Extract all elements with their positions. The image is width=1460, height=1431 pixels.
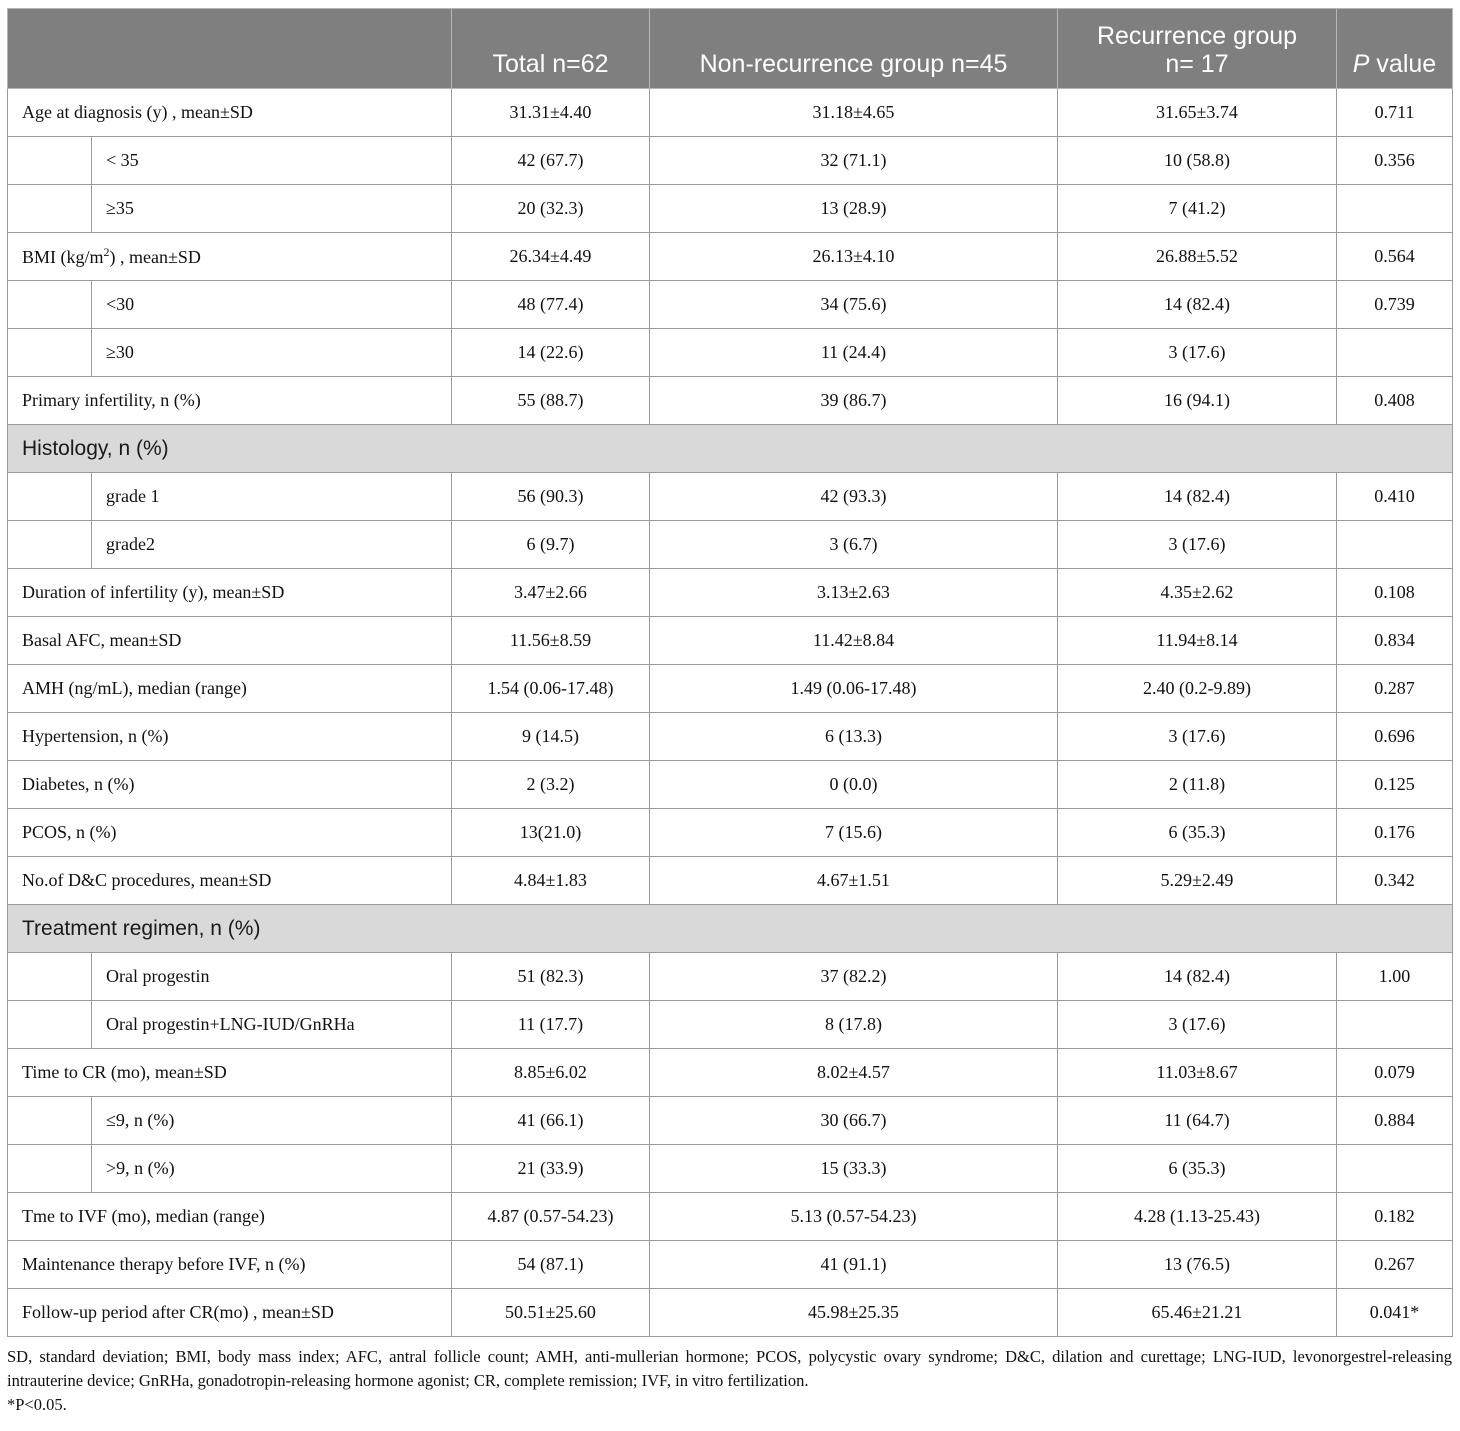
cell-total: 48 (77.4) xyxy=(452,281,650,329)
table-row xyxy=(8,857,1453,905)
cell-p-value: 0.176 xyxy=(1337,809,1453,857)
cell-recurrence: 11 (64.7) xyxy=(1058,1097,1337,1145)
cell-total: 21 (33.9) xyxy=(452,1145,650,1193)
cell-p-value: 0.356 xyxy=(1337,137,1453,185)
cell-recurrence: 14 (82.4) xyxy=(1058,473,1337,521)
indent-cell xyxy=(8,473,92,521)
cell-p-value: 0.739 xyxy=(1337,281,1453,329)
cell-recurrence: 2 (11.8) xyxy=(1058,761,1337,809)
cell-non-recurrence: 42 (93.3) xyxy=(650,473,1058,521)
cell-p-value: 0.182 xyxy=(1337,1193,1453,1241)
cell-p-value: 0.079 xyxy=(1337,1049,1453,1097)
header-recurrence-line2: n= 17 xyxy=(1165,50,1229,78)
indent-cell xyxy=(8,329,92,377)
table-row xyxy=(8,377,1453,425)
cell-recurrence: 10 (58.8) xyxy=(1058,137,1337,185)
row-label: Basal AFC, mean±SD xyxy=(8,617,452,665)
cell-recurrence: 5.29±2.49 xyxy=(1058,857,1337,905)
cell-total: 9 (14.5) xyxy=(452,713,650,761)
cell-total: 8.85±6.02 xyxy=(452,1049,650,1097)
row-label: Age at diagnosis (y) , mean±SD xyxy=(8,89,452,137)
cell-total: 4.84±1.83 xyxy=(452,857,650,905)
cell-p-value: 0.267 xyxy=(1337,1241,1453,1289)
row-label: AMH (ng/mL), median (range) xyxy=(8,665,452,713)
row-label: Hypertension, n (%) xyxy=(8,713,452,761)
cell-p-value: 0.408 xyxy=(1337,377,1453,425)
cell-total: 51 (82.3) xyxy=(452,953,650,1001)
row-label: Primary infertility, n (%) xyxy=(8,377,452,425)
cell-recurrence: 3 (17.6) xyxy=(1058,329,1337,377)
table-row xyxy=(8,953,1453,1001)
header-non-recurrence: Non-recurrence group n=45 xyxy=(650,9,1058,89)
cell-non-recurrence: 6 (13.3) xyxy=(650,713,1058,761)
cell-p-value: 1.00 xyxy=(1337,953,1453,1001)
table-row xyxy=(8,1145,1453,1193)
row-label xyxy=(8,233,452,281)
cell-recurrence: 2.40 (0.2-9.89) xyxy=(1058,665,1337,713)
baseline-characteristics-table xyxy=(7,8,1453,1337)
cell-p-value xyxy=(1337,185,1453,233)
cell-p-value: 0.041* xyxy=(1337,1289,1453,1337)
cell-total: 13(21.0) xyxy=(452,809,650,857)
section-label: Treatment regimen, n (%) xyxy=(8,905,1453,953)
cell-recurrence: 3 (17.6) xyxy=(1058,1001,1337,1049)
cell-recurrence: 11.03±8.67 xyxy=(1058,1049,1337,1097)
indent-cell xyxy=(8,185,92,233)
cell-total: 14 (22.6) xyxy=(452,329,650,377)
cell-recurrence: 31.65±3.74 xyxy=(1058,89,1337,137)
row-label: Maintenance therapy before IVF, n (%) xyxy=(8,1241,452,1289)
row-label: Follow-up period after CR(mo) , mean±SD xyxy=(8,1289,452,1337)
cell-total: 20 (32.3) xyxy=(452,185,650,233)
row-sublabel: >9, n (%) xyxy=(92,1145,452,1193)
cell-non-recurrence: 30 (66.7) xyxy=(650,1097,1058,1145)
cell-non-recurrence: 41 (91.1) xyxy=(650,1241,1058,1289)
table-row xyxy=(8,665,1453,713)
row-label: Time to CR (mo), mean±SD xyxy=(8,1049,452,1097)
cell-non-recurrence: 39 (86.7) xyxy=(650,377,1058,425)
table-row xyxy=(8,809,1453,857)
table-row xyxy=(8,1049,1453,1097)
cell-p-value: 0.564 xyxy=(1337,233,1453,281)
cell-p-value: 0.287 xyxy=(1337,665,1453,713)
row-sublabel: ≤9, n (%) xyxy=(92,1097,452,1145)
row-label-post: ) , mean±SD xyxy=(109,247,201,267)
cell-total: 42 (67.7) xyxy=(452,137,650,185)
indent-cell xyxy=(8,953,92,1001)
table-row xyxy=(8,137,1453,185)
cell-total: 26.34±4.49 xyxy=(452,233,650,281)
cell-total: 55 (88.7) xyxy=(452,377,650,425)
indent-cell xyxy=(8,281,92,329)
section-label: Histology, n (%) xyxy=(8,425,1453,473)
cell-non-recurrence: 7 (15.6) xyxy=(650,809,1058,857)
table-container xyxy=(7,8,1452,1417)
row-sublabel: <30 xyxy=(92,281,452,329)
row-label: Diabetes, n (%) xyxy=(8,761,452,809)
row-label-pre: BMI (kg/m xyxy=(22,247,104,267)
cell-total: 6 (9.7) xyxy=(452,521,650,569)
cell-p-value xyxy=(1337,329,1453,377)
cell-total: 54 (87.1) xyxy=(452,1241,650,1289)
cell-recurrence: 6 (35.3) xyxy=(1058,809,1337,857)
table-row xyxy=(8,185,1453,233)
table-body xyxy=(8,89,1453,1337)
cell-total: 50.51±25.60 xyxy=(452,1289,650,1337)
cell-non-recurrence: 26.13±4.10 xyxy=(650,233,1058,281)
section-header-row xyxy=(8,425,1453,473)
cell-total: 3.47±2.66 xyxy=(452,569,650,617)
header-total: Total n=62 xyxy=(452,9,650,89)
header-recurrence xyxy=(1058,9,1337,89)
cell-total: 41 (66.1) xyxy=(452,1097,650,1145)
cell-recurrence: 6 (35.3) xyxy=(1058,1145,1337,1193)
indent-cell xyxy=(8,1145,92,1193)
table-row xyxy=(8,713,1453,761)
footnote-abbreviations: SD, standard deviation; BMI, body mass index; AFC, antral follicle count; AMH, anti-mullerian hormone; PCOS, polycystic ovary syndrome; D&C, dilation and curettage; LNG-IUD, levonorgestrel-releasing intrauterine device; GnRHa, gonadotropin-releasing hormone agonist; CR, complete remission; IVF, in vitro fertilization. xyxy=(7,1347,1452,1390)
cell-non-recurrence: 0 (0.0) xyxy=(650,761,1058,809)
row-sublabel: grade2 xyxy=(92,521,452,569)
cell-recurrence: 65.46±21.21 xyxy=(1058,1289,1337,1337)
cell-p-value: 0.125 xyxy=(1337,761,1453,809)
cell-recurrence: 14 (82.4) xyxy=(1058,281,1337,329)
section-header-row xyxy=(8,905,1453,953)
cell-recurrence: 14 (82.4) xyxy=(1058,953,1337,1001)
row-sublabel: < 35 xyxy=(92,137,452,185)
cell-non-recurrence: 1.49 (0.06-17.48) xyxy=(650,665,1058,713)
cell-recurrence: 11.94±8.14 xyxy=(1058,617,1337,665)
cell-non-recurrence: 13 (28.9) xyxy=(650,185,1058,233)
header-recurrence-line1: Recurrence group xyxy=(1096,22,1298,50)
cell-non-recurrence: 15 (33.3) xyxy=(650,1145,1058,1193)
row-sublabel: Oral progestin xyxy=(92,953,452,1001)
table-row xyxy=(8,761,1453,809)
cell-non-recurrence: 4.67±1.51 xyxy=(650,857,1058,905)
cell-p-value: 0.884 xyxy=(1337,1097,1453,1145)
table-row xyxy=(8,1001,1453,1049)
table-row xyxy=(8,281,1453,329)
cell-total: 4.87 (0.57-54.23) xyxy=(452,1193,650,1241)
cell-non-recurrence: 34 (75.6) xyxy=(650,281,1058,329)
cell-total: 11.56±8.59 xyxy=(452,617,650,665)
table-row xyxy=(8,1097,1453,1145)
cell-recurrence: 4.35±2.62 xyxy=(1058,569,1337,617)
cell-p-value xyxy=(1337,1145,1453,1193)
row-label: No.of D&C procedures, mean±SD xyxy=(8,857,452,905)
row-sublabel: ≥30 xyxy=(92,329,452,377)
cell-total: 2 (3.2) xyxy=(452,761,650,809)
table-row xyxy=(8,329,1453,377)
table-row xyxy=(8,521,1453,569)
table-footnotes xyxy=(7,1345,1452,1417)
table-row xyxy=(8,1289,1453,1337)
cell-non-recurrence: 37 (82.2) xyxy=(650,953,1058,1001)
row-sublabel: grade 1 xyxy=(92,473,452,521)
cell-recurrence: 3 (17.6) xyxy=(1058,713,1337,761)
cell-recurrence: 7 (41.2) xyxy=(1058,185,1337,233)
row-label-sup: 2 xyxy=(103,245,110,259)
cell-non-recurrence: 3 (6.7) xyxy=(650,521,1058,569)
row-label: Duration of infertility (y), mean±SD xyxy=(8,569,452,617)
cell-non-recurrence: 8.02±4.57 xyxy=(650,1049,1058,1097)
row-sublabel: ≥35 xyxy=(92,185,452,233)
cell-non-recurrence: 5.13 (0.57-54.23) xyxy=(650,1193,1058,1241)
table-row xyxy=(8,569,1453,617)
header-p-value xyxy=(1337,9,1453,89)
cell-non-recurrence: 3.13±2.63 xyxy=(650,569,1058,617)
header-p-italic: P xyxy=(1352,50,1370,78)
table-row xyxy=(8,89,1453,137)
header-p-rest: value xyxy=(1369,50,1437,78)
cell-total: 11 (17.7) xyxy=(452,1001,650,1049)
cell-p-value: 0.342 xyxy=(1337,857,1453,905)
table-row xyxy=(8,617,1453,665)
indent-cell xyxy=(8,521,92,569)
cell-p-value: 0.834 xyxy=(1337,617,1453,665)
cell-p-value: 0.108 xyxy=(1337,569,1453,617)
table-row xyxy=(8,1241,1453,1289)
cell-recurrence: 4.28 (1.13-25.43) xyxy=(1058,1193,1337,1241)
cell-total: 31.31±4.40 xyxy=(452,89,650,137)
row-label: PCOS, n (%) xyxy=(8,809,452,857)
cell-p-value: 0.410 xyxy=(1337,473,1453,521)
cell-recurrence: 3 (17.6) xyxy=(1058,521,1337,569)
cell-recurrence: 13 (76.5) xyxy=(1058,1241,1337,1289)
row-label: Tme to IVF (mo), median (range) xyxy=(8,1193,452,1241)
cell-p-value xyxy=(1337,521,1453,569)
cell-total: 1.54 (0.06-17.48) xyxy=(452,665,650,713)
footnote-significance: *P<0.05. xyxy=(7,1395,67,1414)
table-row xyxy=(8,233,1453,281)
table-row xyxy=(8,473,1453,521)
cell-p-value: 0.696 xyxy=(1337,713,1453,761)
cell-non-recurrence: 11 (24.4) xyxy=(650,329,1058,377)
cell-p-value xyxy=(1337,1001,1453,1049)
cell-non-recurrence: 11.42±8.84 xyxy=(650,617,1058,665)
indent-cell xyxy=(8,137,92,185)
header-row xyxy=(8,9,1453,89)
table-row xyxy=(8,1193,1453,1241)
cell-recurrence: 26.88±5.52 xyxy=(1058,233,1337,281)
row-sublabel: Oral progestin+LNG-IUD/GnRHa xyxy=(92,1001,452,1049)
cell-non-recurrence: 45.98±25.35 xyxy=(650,1289,1058,1337)
header-empty-cell xyxy=(8,9,452,89)
cell-p-value: 0.711 xyxy=(1337,89,1453,137)
cell-non-recurrence: 8 (17.8) xyxy=(650,1001,1058,1049)
indent-cell xyxy=(8,1001,92,1049)
cell-recurrence: 16 (94.1) xyxy=(1058,377,1337,425)
cell-non-recurrence: 32 (71.1) xyxy=(650,137,1058,185)
cell-total: 56 (90.3) xyxy=(452,473,650,521)
cell-non-recurrence: 31.18±4.65 xyxy=(650,89,1058,137)
indent-cell xyxy=(8,1097,92,1145)
